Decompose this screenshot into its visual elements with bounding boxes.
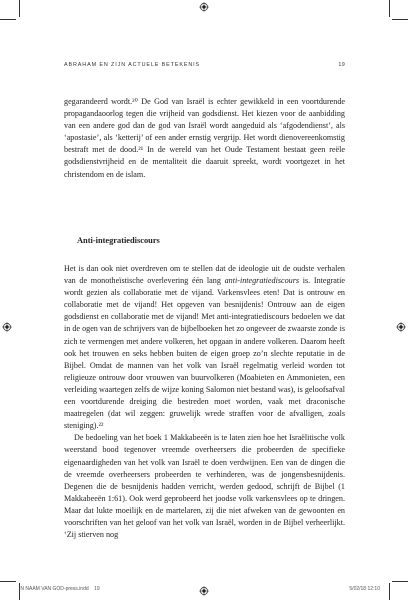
print-date: 5/02/18 12:10 [349,586,380,592]
section-heading: Anti-integratiediscours [77,236,160,245]
file-name: IN NAAM VAN GOD-press.indd [19,586,89,592]
paragraph: gegarandeerd wordt.²⁰ De God van Israël is echter gewikkeld in een voortdurende propagandaoorlog tegen die vrijheid van godsdienst. Het kiezen voor de aanbidding van een andere god dan de god van Israël wordt aangeduid als ‘afgodendienst’, als ‘apostasie’, als ‘ketterij’ of een ander ernstig vergrijp. Het wordt dienovereenkomstig bestraft met de dood.²¹ In de wereld van het Oude Testament bestaat geen reële godsdienstvrijheid en de mentaliteit die daaruit spreekt, wordt voortgezet in het christendom en de islam. [64,97,345,179]
print-slug [19,586,380,592]
body-text-main [64,263,345,541]
registration-mark-icon [396,322,406,332]
file-page: 19 [94,586,100,592]
page-number: 19 [338,62,345,68]
running-header [64,62,345,68]
registration-mark-icon [2,322,12,332]
crop-mark [392,581,408,582]
crop-mark [19,0,20,17]
crop-mark [389,583,390,600]
crop-mark [392,19,408,20]
paragraph: Het is dan ook niet overdreven om te stellen dat de ideologie uit de oudste verhalen van de monotheïstische overlevering één lang anti-integratiediscours is. Integratie wordt gezien als collaboratie met de vijand. Varkensvlees eten! Dat is ontrouw en collaboratie met de vijand! Het opgeven van besnijdenis! Ontrouw aan de eigen godsdienst en collaboratie met de vijand! Met anti-integratiediscours bedoelen we dat in de ogen van de schrijvers van de bijbelboeken het zo ongeveer de zwaarste zonde is zich te vermengen met andere volkeren, het opgaan in andere volkeren. Daarom heeft ook het trouwen en seks hebben buiten de eigen groep zo’n slechte reputatie in de Bijbel. Omdat de mannen van het volk van Israël regelmatig verleid worden tot religieuze ontrouw door vrouwen van buurvolkeren (Moabieten en Ammonieten, een verleiding waartegen zelfs de wijze koning Salomon niet bestand was), is geloofsafval een voortdurende dreiging die bestreden moet worden, vaak met draconische maatregelen (dat wil zeggen: gruwelijk wrede straffen voor de afvalligen, zoals steniging).²² [64,264,346,431]
registration-mark-icon [199,2,209,12]
paragraph: De bedoeling van het boek 1 Makkabeeën is te laten zien hoe het Israëlitische volk weerstand bood tegenover vreemde overheersers die probeerden de specifieke eigenaardigheden van het volk van Israël te doen verdwijnen. Een van de dingen die de vreemde overheersers probeerden te verhinderen, was de jongensbesnijdenis. Degenen die de besnijdenis hadden verricht, werden gedood, schrijft de Bijbel (1 Makkabeeën 1:61). Ook werd geprobeerd het joodse volk varkensvlees op te dringen. Maar dat lukte moeilijk en de martelaren, zij die niet afweken van de gewoonten en voorschriften van het geloof van het volk van Israël, worden in de Bijbel verheerlijkt. ‘Zij stierven nog [64,433,345,540]
running-title: ABRAHAM EN ZIJN ACTUELE BETEKENIS [64,62,201,68]
crop-mark [0,19,16,20]
crop-mark [389,0,390,17]
italic-term: anti-integratiediscours [224,276,300,286]
crop-mark [0,581,16,582]
body-text-top [64,96,345,181]
